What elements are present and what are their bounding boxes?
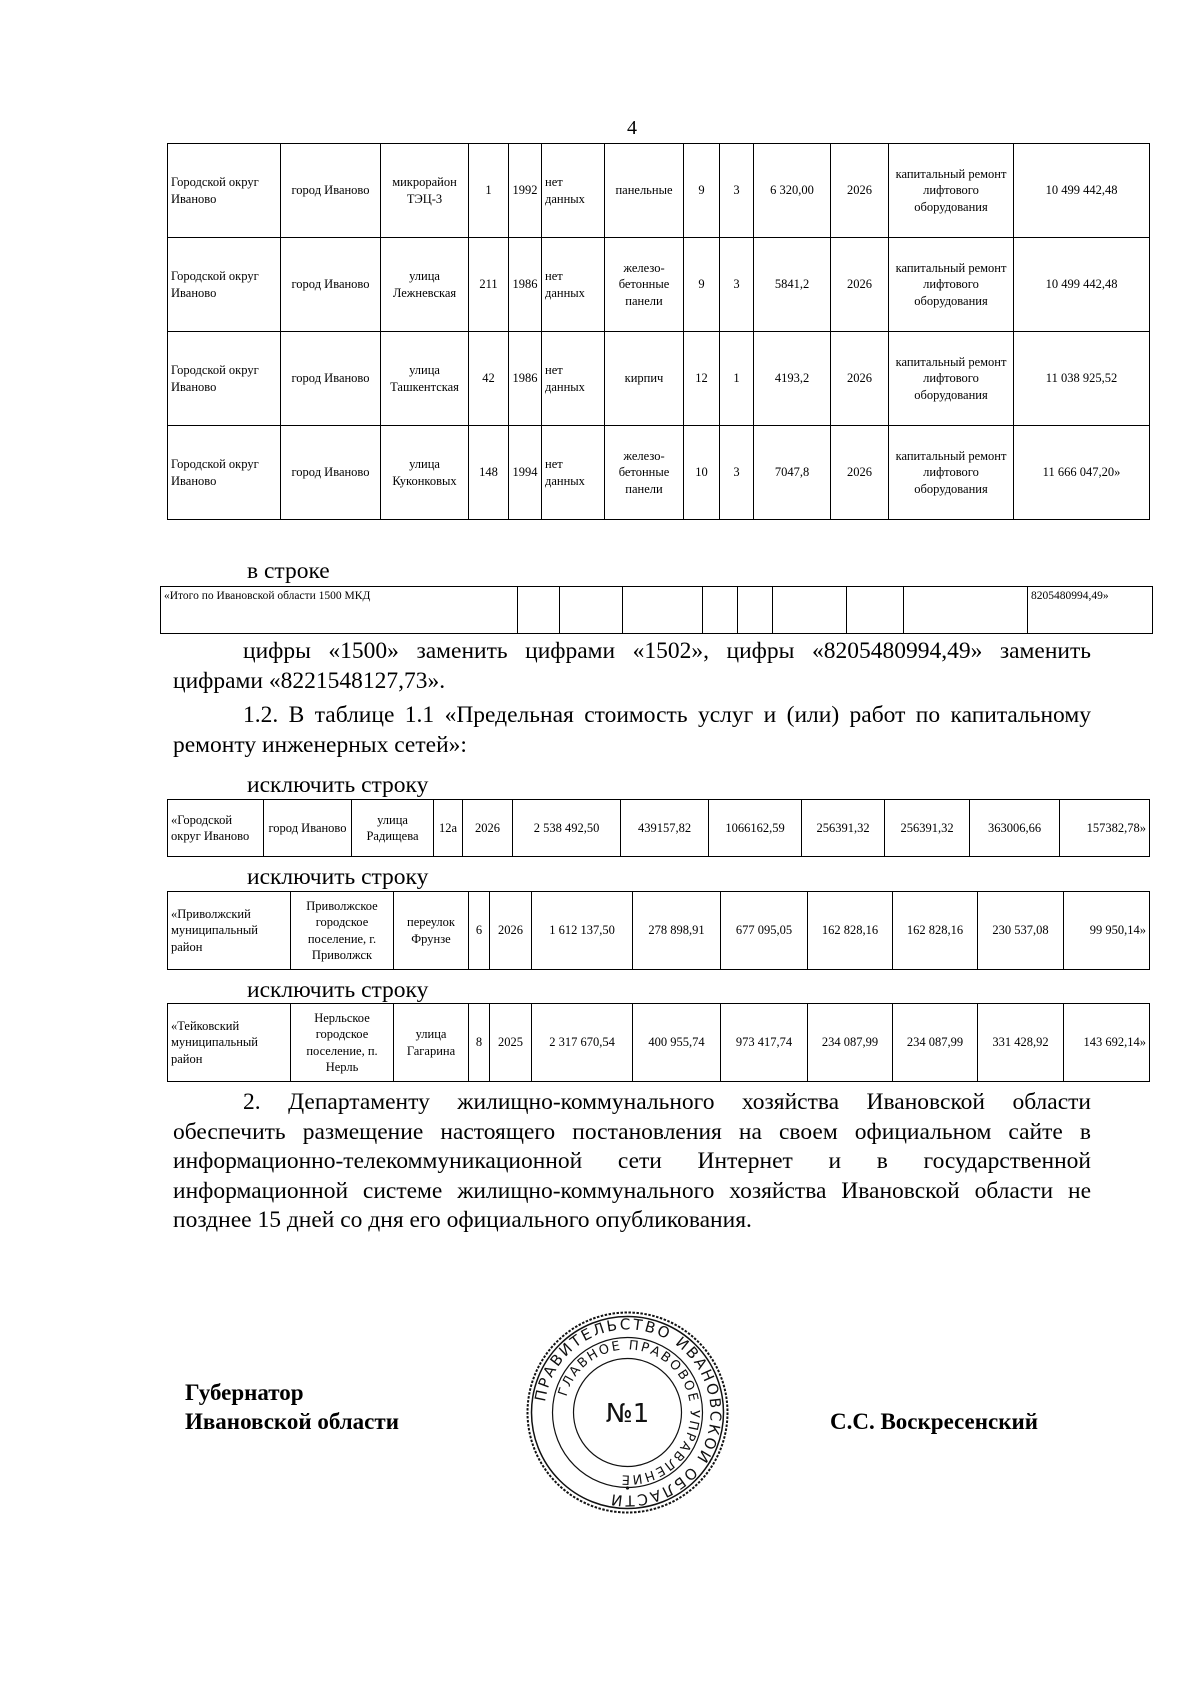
total-empty-cell: [703, 587, 738, 634]
table-cell: 148: [469, 426, 509, 520]
table-cell: 6: [469, 892, 490, 970]
table-cell: 234 087,99: [893, 1004, 978, 1082]
table-cell: «Городской округ Иваново: [168, 800, 264, 857]
table-cell: панельные: [605, 144, 684, 238]
table-exclude-1: [167, 799, 1150, 857]
table-cell: 157382,78»: [1060, 800, 1150, 857]
table-mkd-list: [167, 143, 1150, 520]
table-cell: 677 095,05: [721, 892, 808, 970]
stamp-number: №1: [605, 1399, 650, 1429]
table-cell: 6 320,00: [754, 144, 831, 238]
table-cell: 256391,32: [802, 800, 885, 857]
table-cell: 211: [469, 238, 509, 332]
table-cell: переулок Фрунзе: [394, 892, 469, 970]
table-cell: 42: [469, 332, 509, 426]
table-cell: нет данных: [542, 238, 605, 332]
table-cell: 10 499 442,48: [1014, 238, 1150, 332]
table-cell: 256391,32: [885, 800, 970, 857]
exclude-row-1: [168, 800, 1150, 857]
table-cell: город Иваново: [281, 332, 381, 426]
table-cell: 3: [720, 426, 754, 520]
table-cell: город Иваново: [281, 144, 381, 238]
table-cell: кирпич: [605, 332, 684, 426]
table-cell: улица Лежневская: [381, 238, 469, 332]
table-cell: 973 417,74: [721, 1004, 808, 1082]
table-cell: 10: [684, 426, 720, 520]
table-cell: микрорайон ТЭЦ-3: [381, 144, 469, 238]
table-cell: 99 950,14»: [1064, 892, 1150, 970]
table-cell: 1992: [509, 144, 542, 238]
table-cell: 1 612 137,50: [532, 892, 633, 970]
table-cell: 2 538 492,50: [513, 800, 621, 857]
page-number: 4: [627, 117, 637, 139]
section-2: 2. Департаменту жилищно-коммунального хозяйства Ивановской области обеспечить размещение настоящего постановления на своем официальном сайте в информационно-телекоммуникационной сети Интернет и в государственной информационной системе жилищно-коммунального хозяйства Ивановской области не позднее 15 дней со дня его официального опубликования.: [173, 1089, 1091, 1233]
table-cell: город Иваново: [264, 800, 352, 857]
signature-position-line2: Ивановской области: [185, 1409, 399, 1434]
table-cell: 12: [684, 332, 720, 426]
table-cell: 234 087,99: [808, 1004, 893, 1082]
table-cell: капитальный ремонт лифтового оборудования: [889, 238, 1014, 332]
total-title: «Итого по Ивановской области 1500 МКД: [161, 587, 518, 634]
table-cell: 331 428,92: [978, 1004, 1064, 1082]
table-cell: 4193,2: [754, 332, 831, 426]
table-cell: улица Радищева: [352, 800, 434, 857]
table-cell: 9: [684, 238, 720, 332]
table-cell: 162 828,16: [893, 892, 978, 970]
exclude-row-2: [168, 892, 1150, 970]
table-cell: «Приволжский муниципальный район: [168, 892, 291, 970]
table-cell: 3: [720, 144, 754, 238]
table-cell: капитальный ремонт лифтового оборудования: [889, 144, 1014, 238]
total-empty-cell: [560, 587, 623, 634]
section-1-2: 1.2. В таблице 1.1 «Предельная стоимость услуг и (или) работ по капитальному ремонту инженерных сетей»:: [173, 702, 1091, 758]
table-cell: 278 898,91: [633, 892, 721, 970]
total-sum: 8205480994,49»: [1028, 587, 1153, 634]
exclude-label-3: исключить строку: [247, 977, 429, 1003]
table-cell: 1: [720, 332, 754, 426]
table-cell: 1994: [509, 426, 542, 520]
table-cell: 10 499 442,48: [1014, 144, 1150, 238]
table-cell: город Иваново: [281, 426, 381, 520]
table-row: [168, 144, 1150, 238]
exclude-row-3: [168, 1004, 1150, 1082]
replace-text: цифры «1500» заменить цифрами «1502», цифры «8205480994,49» заменить цифрами «8221548127,73».: [173, 638, 1091, 694]
table-cell: «Тейковский муниципальный район: [168, 1004, 291, 1082]
signature-name: С.С. Воскресенский: [830, 1409, 1038, 1434]
table-cell: Городской округ Иваново: [168, 238, 281, 332]
table-cell: капитальный ремонт лифтового оборудования: [889, 426, 1014, 520]
total-empty-cell: [773, 587, 847, 634]
table-mkd-body: [168, 144, 1150, 520]
table-cell: 2026: [831, 426, 889, 520]
table-row: [168, 426, 1150, 520]
stamp-outer-text: ПРАВИТЕЛЬСТВО ИВАНОВСКОЙ ОБЛАСТИ: [531, 1315, 725, 1510]
table-cell: Городской округ Иваново: [168, 144, 281, 238]
table-cell: 8: [469, 1004, 490, 1082]
total-empty-cell: [518, 587, 560, 634]
total-empty-cell: [738, 587, 773, 634]
table-cell: 230 537,08: [978, 892, 1064, 970]
table-cell: 2026: [490, 892, 532, 970]
table-cell: 1: [469, 144, 509, 238]
table-row: [168, 332, 1150, 426]
table-cell: улица Ташкентская: [381, 332, 469, 426]
table-cell: 2026: [831, 238, 889, 332]
seal-stamp: [525, 1310, 730, 1515]
table-cell: Городской округ Иваново: [168, 426, 281, 520]
table-cell: нет данных: [542, 426, 605, 520]
table-total-row: [160, 586, 1153, 634]
table-cell: капитальный ремонт лифтового оборудования: [889, 332, 1014, 426]
table-exclude-3: [167, 1003, 1150, 1082]
total-empty-cell: [904, 587, 1028, 634]
table-cell: 5841,2: [754, 238, 831, 332]
table-cell: 1066162,59: [709, 800, 802, 857]
table-cell: 363006,66: [970, 800, 1060, 857]
exclude-label-2: исключить строку: [247, 864, 429, 890]
table-cell: Городской округ Иваново: [168, 332, 281, 426]
exclude-label-1: исключить строку: [247, 772, 429, 798]
table-exclude-2: [167, 891, 1150, 970]
table-cell: 3: [720, 238, 754, 332]
signature-position-line1: Губернатор: [185, 1380, 304, 1405]
table-row: [168, 238, 1150, 332]
table-cell: 1986: [509, 238, 542, 332]
table-cell: железо-бетонные панели: [605, 426, 684, 520]
total-empty-cell: [623, 587, 703, 634]
table-cell: нет данных: [542, 332, 605, 426]
table-cell: нет данных: [542, 144, 605, 238]
table-cell: 7047,8: [754, 426, 831, 520]
label-in-row: в строке: [247, 558, 330, 584]
table-cell: 143 692,14»: [1064, 1004, 1150, 1082]
table-cell: 1986: [509, 332, 542, 426]
table-cell: 439157,82: [621, 800, 709, 857]
table-cell: Приволжское городское поселение, г. Приволжск: [291, 892, 394, 970]
table-cell: Нерльское городское поселение, п. Нерль: [291, 1004, 394, 1082]
signature-position: [185, 1378, 399, 1436]
table-cell: 12а: [434, 800, 463, 857]
table-cell: 11 038 925,52: [1014, 332, 1150, 426]
table-cell: 400 955,74: [633, 1004, 721, 1082]
total-empty-cell: [847, 587, 904, 634]
table-cell: 2026: [831, 332, 889, 426]
stamp-inner-text: ГЛАВНОЕ ПРАВОВОЕ УПРАВЛЕНИЕ: [555, 1338, 702, 1487]
table-cell: улица Гагарина: [394, 1004, 469, 1082]
table-cell: 2 317 670,54: [532, 1004, 633, 1082]
table-cell: 2025: [490, 1004, 532, 1082]
table-cell: железо-бетонные панели: [605, 238, 684, 332]
table-cell: 2026: [463, 800, 513, 857]
table-cell: 162 828,16: [808, 892, 893, 970]
table-cell: город Иваново: [281, 238, 381, 332]
table-cell: 11 666 047,20»: [1014, 426, 1150, 520]
table-cell: улица Куконковых: [381, 426, 469, 520]
table-cell: 2026: [831, 144, 889, 238]
table-cell: 9: [684, 144, 720, 238]
